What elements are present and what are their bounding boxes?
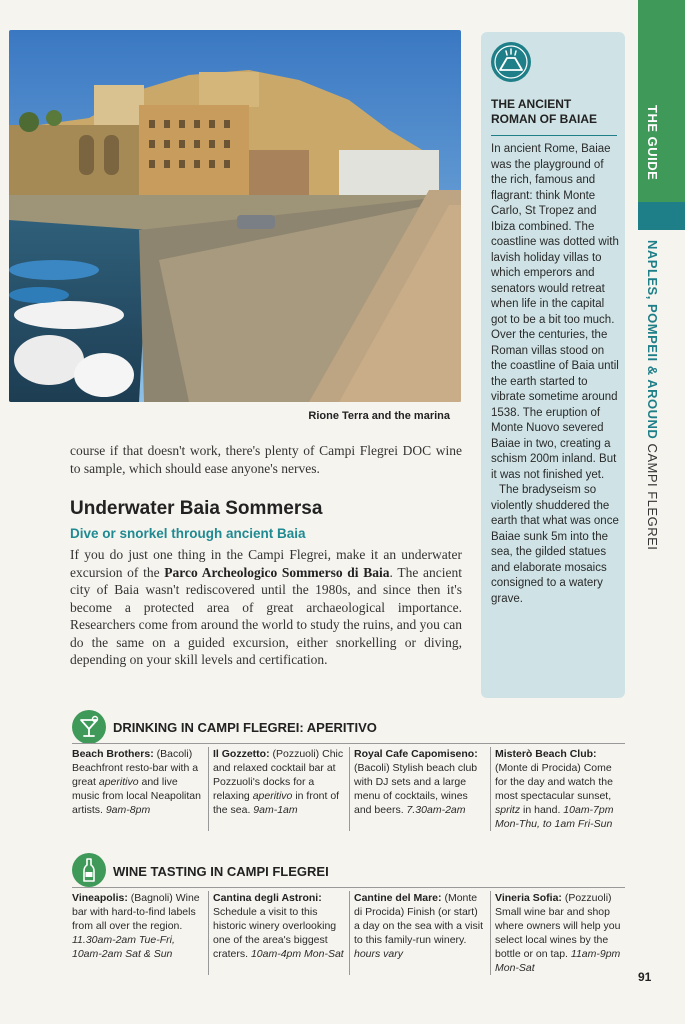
boxout-paragraph-2: The bradyseism so violently shuddered the earth that what was once Baiae sunk 5m into the sea, the gilded statues and elaborate mosaics consigned to a watery grave. <box>491 484 619 605</box>
venue-name: Royal Cafe Capomiseno: <box>354 748 478 760</box>
venue-desc: in hand. <box>520 804 564 816</box>
sidebar-section-label: THE GUIDE <box>645 105 660 181</box>
venue-place: (Bacoli) <box>354 762 390 774</box>
venue-name: Il Gozzetto: <box>213 748 270 760</box>
wine-list <box>72 891 625 975</box>
boxout-paragraph-1: In ancient Rome, Baiae was the playground of the rich, famous and flagrant: think Monte Carlo, St Tropez and Ibiza combined. The coastline was dotted with lavish holiday villas to which emperors and senators would retreat when life in the capital got to be a bit too much. Over the centuries, the Roman villas stood on the coastline of Baia until the earth started to vibrate sometime around 1538. The eruption of Monte Nuovo severed Baiae in two, creating a schism 200m inland. But it was not finished yet. <box>491 143 619 481</box>
drinking-list <box>72 747 625 831</box>
venue-hours: 11.30am-2am Tue-Fri, 10am-2am Sat & Sun <box>72 934 175 960</box>
boxout-text <box>491 142 621 607</box>
main-paragraph <box>70 546 462 669</box>
venue-name: Beach Brothers: <box>72 748 154 760</box>
venue-hours: 7.30am-2am <box>406 804 466 816</box>
venue-hours: hours vary <box>354 948 404 960</box>
wine-item <box>490 891 625 975</box>
venue-place: (Monte di Procida) <box>354 892 478 918</box>
section-subheading: Dive or snorkel through ancient Baia <box>70 526 306 541</box>
venue-desc: Small wine bar and shop where owners will help you select local wines by the bottle or on tap. <box>495 906 621 960</box>
venue-name: Vineapolis: <box>72 892 128 904</box>
venue-name: Cantina degli Astroni: <box>213 892 322 904</box>
venue-place: (Monte di Procida) <box>495 762 581 774</box>
venue-hours: 10am-4pm Mon-Sat <box>250 948 344 960</box>
wine-item <box>208 891 349 975</box>
wine-item <box>349 891 490 975</box>
venue-desc: Finish (or start) a day on the sea with a visit to this family-run winery. <box>354 906 483 946</box>
cocktail-icon <box>72 710 106 744</box>
sidebar-region-label <box>645 240 660 550</box>
venue-desc: in front of the sea. <box>213 790 340 816</box>
venue-desc: Beachfront resto-bar with a great <box>72 762 199 788</box>
drinking-item <box>208 747 349 831</box>
venue-hours: 11am-9pm Mon-Sat <box>495 948 621 974</box>
wine-rule <box>72 887 625 888</box>
photo-rione-terra <box>9 30 461 402</box>
sidebar-tab-teal <box>638 202 685 230</box>
wine-item <box>72 891 208 975</box>
venue-place: (Bagnoli) <box>127 892 173 904</box>
boxout-title: THE ANCIENT ROMAN OF BAIAE <box>491 97 597 126</box>
venue-desc: Stylish beach club with DJ sets and a large menu of cocktails, wines and beers. <box>354 762 478 816</box>
boxout-divider <box>491 135 617 136</box>
sidebar-region: NAPLES, POMPEII & AROUND <box>645 240 660 440</box>
venue-desc: Wine bar with hard-to-find labels from all over the region. <box>72 892 200 932</box>
venue-desc: and live music from local Neapolitan artists. <box>72 776 201 816</box>
drinking-rule <box>72 743 625 744</box>
venue-name: Cantine del Mare: <box>354 892 442 904</box>
venue-place: (Pozzuoli) <box>269 748 320 760</box>
venue-name: Vineria Sofia: <box>495 892 562 904</box>
photo-caption: Rione Terra and the marina <box>308 410 450 422</box>
main-paragraph-end: . The ancient city of Baia wasn't rediscovered until the 1980s, and since then it's become a protected area of great archaeological importance. Researchers come from around the world to study the ruins, and you can do the same on a guided excursion, either snorkelling or diving, depending on your skill levels and certification. <box>70 564 462 667</box>
venue-desc-em: spritz <box>495 804 521 816</box>
venue-hours: 10am-7pm Mon-Thu, to 1am Fri-Sun <box>495 804 614 830</box>
drinking-title: DRINKING IN CAMPI FLEGREI: APERITIVO <box>113 720 377 735</box>
park-name: Parco Archeologico Sommerso di Baia <box>164 564 390 580</box>
venue-hours: 9am-1am <box>253 804 298 816</box>
drinking-item <box>72 747 208 831</box>
intro-paragraph: course if that doesn't work, there's plenty of Campi Flegrei DOC wine to sample, which should ease anyone's nerves. <box>70 443 462 476</box>
wine-title: WINE TASTING IN CAMPI FLEGREI <box>113 864 329 879</box>
venue-place: (Pozzuoli) <box>561 892 612 904</box>
venue-desc: Chic and relaxed cocktail bar at Pozzuoli's docks for a relaxing <box>213 748 344 802</box>
wine-bottle-icon <box>72 853 106 887</box>
sidebar-subregion: CAMPI FLEGREI <box>645 443 660 551</box>
main-paragraph-start: If you do just one thing in the Campi Flegrei, make it an underwater excursion of the <box>70 547 462 580</box>
section-heading: Underwater Baia Sommersa <box>70 498 323 519</box>
venue-desc-em: aperitivo <box>252 790 293 802</box>
venue-hours: 9am-8pm <box>105 804 151 816</box>
venue-desc-em: aperitivo <box>98 776 139 788</box>
venue-place: (Bacoli) <box>153 748 193 760</box>
drinking-item <box>490 747 625 831</box>
volcano-icon <box>491 42 531 82</box>
venue-desc: Schedule a visit to this historic winery overlooking one of the area's biggest craters. <box>213 906 337 960</box>
venue-name: Misterò Beach Club: <box>495 748 597 760</box>
drinking-item <box>349 747 490 831</box>
venue-desc: Come for the day and watch the most spectacular sunset, <box>495 762 613 802</box>
page-number: 91 <box>638 970 652 984</box>
